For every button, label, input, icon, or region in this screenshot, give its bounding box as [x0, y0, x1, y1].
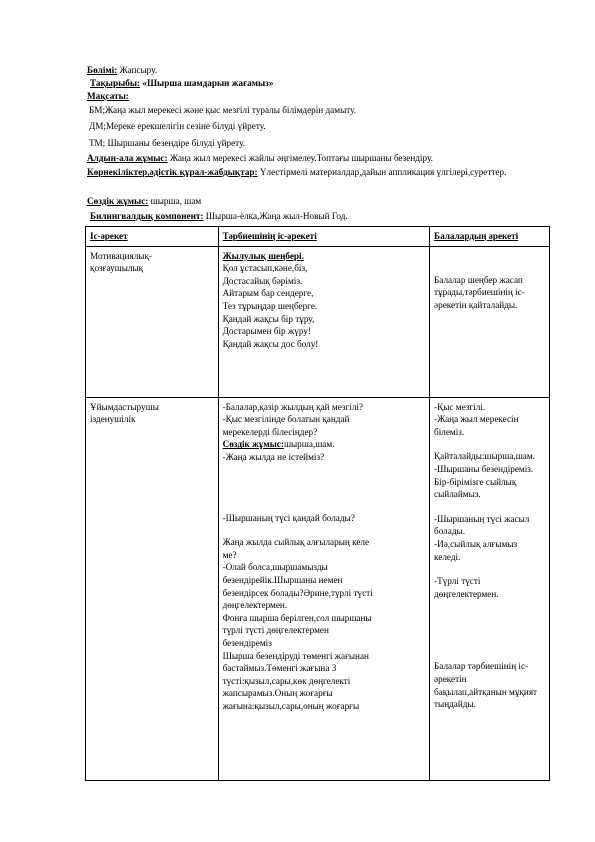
teacher-line: безендірсек болады?Әрине,түрлі түсті — [222, 587, 373, 598]
topic-line — [90, 78, 273, 89]
teacher-line: жапсырамыз.Оның жоғарғы — [222, 688, 333, 699]
teacher-cell — [218, 397, 429, 780]
teacher-line: Жаңа жылда сыйлық алғыларың келе — [222, 537, 370, 548]
children-line: тыңдайды. — [434, 699, 476, 710]
teacher-line: безендірейік.Шыршаны немен — [222, 574, 343, 585]
teacher-vocab-line — [223, 438, 425, 451]
section-label: Бөлімі: — [87, 65, 118, 75]
teacher-line: Қандай жақсы бір тұру, — [222, 313, 315, 324]
vocab-value: шырша, шам — [150, 196, 202, 206]
table-row-organizing — [86, 397, 550, 780]
teacher-line: бастаймыз.Төменгі жағына 3 — [222, 663, 337, 674]
children-line: Бір-бірімізге сыйлық — [434, 476, 517, 487]
table-row-motivation — [86, 246, 550, 397]
teacher-line: түсті:қызыл,сары,көк дөңгелекті — [222, 675, 351, 686]
stage-line: қозғаушылық — [90, 263, 144, 274]
children-line: тұрады,тәрбиешінің іс- — [434, 287, 525, 298]
vocab-line — [87, 196, 201, 207]
bilingual-value: Шырша-ёлка,Жаңа жыл-Новый Год. — [205, 211, 348, 221]
teacher-line: -Балалар,қазір жылдың қай мезгілі? — [222, 401, 364, 412]
prelim-value: Жаңа жыл мерекесі жайлы әңгімелеу.Топтағы шыршаны безендіру. — [169, 153, 433, 163]
children-cell — [430, 246, 550, 397]
section-value: Жапсыру. — [119, 65, 158, 75]
prelim-label: Алдын-ала жұмыс: — [87, 153, 168, 163]
stage-line: ізденушілік — [90, 414, 136, 425]
bilingual-label: Билингвалдық компонент: — [90, 211, 204, 221]
children-line: Балалар шеңбер жасап — [434, 274, 523, 285]
teacher-line: түрлі түсті дөңгелектермен — [222, 625, 329, 636]
teacher-line: Достарымен бір жүру! — [222, 326, 311, 337]
teacher-line: Қандай жақсы дос болу! — [222, 338, 319, 349]
teacher-line: Фонға шырша берілген,сол шыршаны — [222, 612, 372, 623]
stage-line: Ұйымдастырушы — [90, 401, 159, 412]
teacher-cell — [218, 246, 429, 397]
goal-bm: БМ;Жаңа жыл мерекесі және қыс мезгілі туралы білімдерін дамыту. — [89, 105, 357, 115]
stage-cell — [86, 246, 219, 397]
header-children: Балалардың әрекеті — [430, 227, 550, 247]
children-line: келеді. — [434, 551, 461, 562]
header-teacher: Тәрбиешінің іс-әрекеті — [218, 227, 429, 247]
children-line: Балалар тәрбиешінің іс- — [434, 661, 529, 672]
children-line: -Түрлі түсті — [434, 576, 481, 587]
teacher-line: мерекелерді білесіңдер? — [222, 426, 318, 437]
section-line — [87, 65, 157, 76]
children-line: білеміз. — [434, 426, 465, 437]
teacher-line: Достасайық бәріміз. — [222, 275, 303, 286]
teacher-line: -Қыс мезгілінде болатын қандай — [222, 414, 350, 425]
materials-label: Көрнекіліктер,әдістік құрал-жабдықтар: — [87, 167, 258, 177]
children-line: -Иә,сыйлық алғымыз — [434, 538, 518, 549]
topic-value: «Шырша шамдарын жағамыз» — [142, 78, 274, 88]
teacher-line: -Олай болса,шыршамызды — [222, 562, 328, 573]
teacher-vocab-value: шырша,шам. — [283, 439, 335, 450]
children-cell — [430, 397, 550, 780]
header-activity: Іс-әрекет — [86, 227, 219, 247]
teacher-line: Айтарым бар сендерге, — [222, 288, 314, 299]
teacher-line: Тез тұрыңдар шеңберге. — [222, 300, 318, 311]
goal-dm: ДМ;Мереке ерекшелігін сезіне білуді үйрету. — [89, 121, 266, 131]
topic-label: Тақырыбы: — [90, 78, 141, 88]
children-line: сыйлаймыз. — [434, 489, 481, 500]
teacher-title: Жылулық шеңбері. — [222, 250, 304, 261]
teacher-line: -Жаңа жылда не істейміз? — [222, 451, 325, 462]
prelim-line — [87, 153, 433, 164]
bilingual-line — [90, 211, 348, 222]
children-line: -Шыршаның түсі жасыл — [434, 513, 530, 524]
children-line: -Қыс мезгілі. — [434, 401, 486, 412]
goal-tm: ТМ; Шыршаны безендіре білуді үйрету. — [89, 138, 246, 148]
teacher-line: -Шыршаның түсі қандай болады? — [222, 512, 355, 523]
teacher-vocab-label: Сөздік жұмыс: — [222, 439, 284, 450]
children-line: бақылап,айтқанын мұқият — [434, 686, 538, 697]
children-line: болады. — [434, 526, 465, 537]
teacher-line: жағына:қызыл,сары,оның жоғарғы — [222, 700, 360, 711]
children-line: әрекетін қайталайды. — [434, 299, 518, 310]
materials-value: Үлестірмелі материалдар,дайын аппликация үлгілері,суреттер. — [259, 167, 507, 177]
children-line: -Жаңа жыл мерекесін — [434, 414, 519, 425]
teacher-line: Қол ұстасып,кәне,біз, — [222, 263, 308, 274]
teacher-line: Шырша безендіруді төменгі жағынан — [222, 650, 369, 661]
goals-label: Мақсаты: — [87, 91, 129, 101]
children-line: -Шыршаны безендіреміз. — [434, 463, 534, 474]
lesson-table — [85, 226, 550, 781]
teacher-line: ме? — [222, 549, 237, 560]
teacher-line: безендіреміз — [222, 637, 272, 648]
table-header-row — [86, 227, 550, 247]
vocab-label: Сөздік жұмыс: — [87, 196, 149, 206]
goals-heading — [87, 91, 129, 102]
stage-cell — [86, 397, 219, 780]
materials-line — [87, 167, 517, 178]
children-line: әрекетін — [434, 673, 467, 684]
stage-line: Мотивациялық- — [90, 250, 152, 261]
teacher-line: дөңгелектермен. — [222, 600, 288, 611]
children-line: дөңгелектермен. — [434, 588, 499, 599]
children-line: Қайталайды:шырша,шам. — [434, 451, 535, 462]
